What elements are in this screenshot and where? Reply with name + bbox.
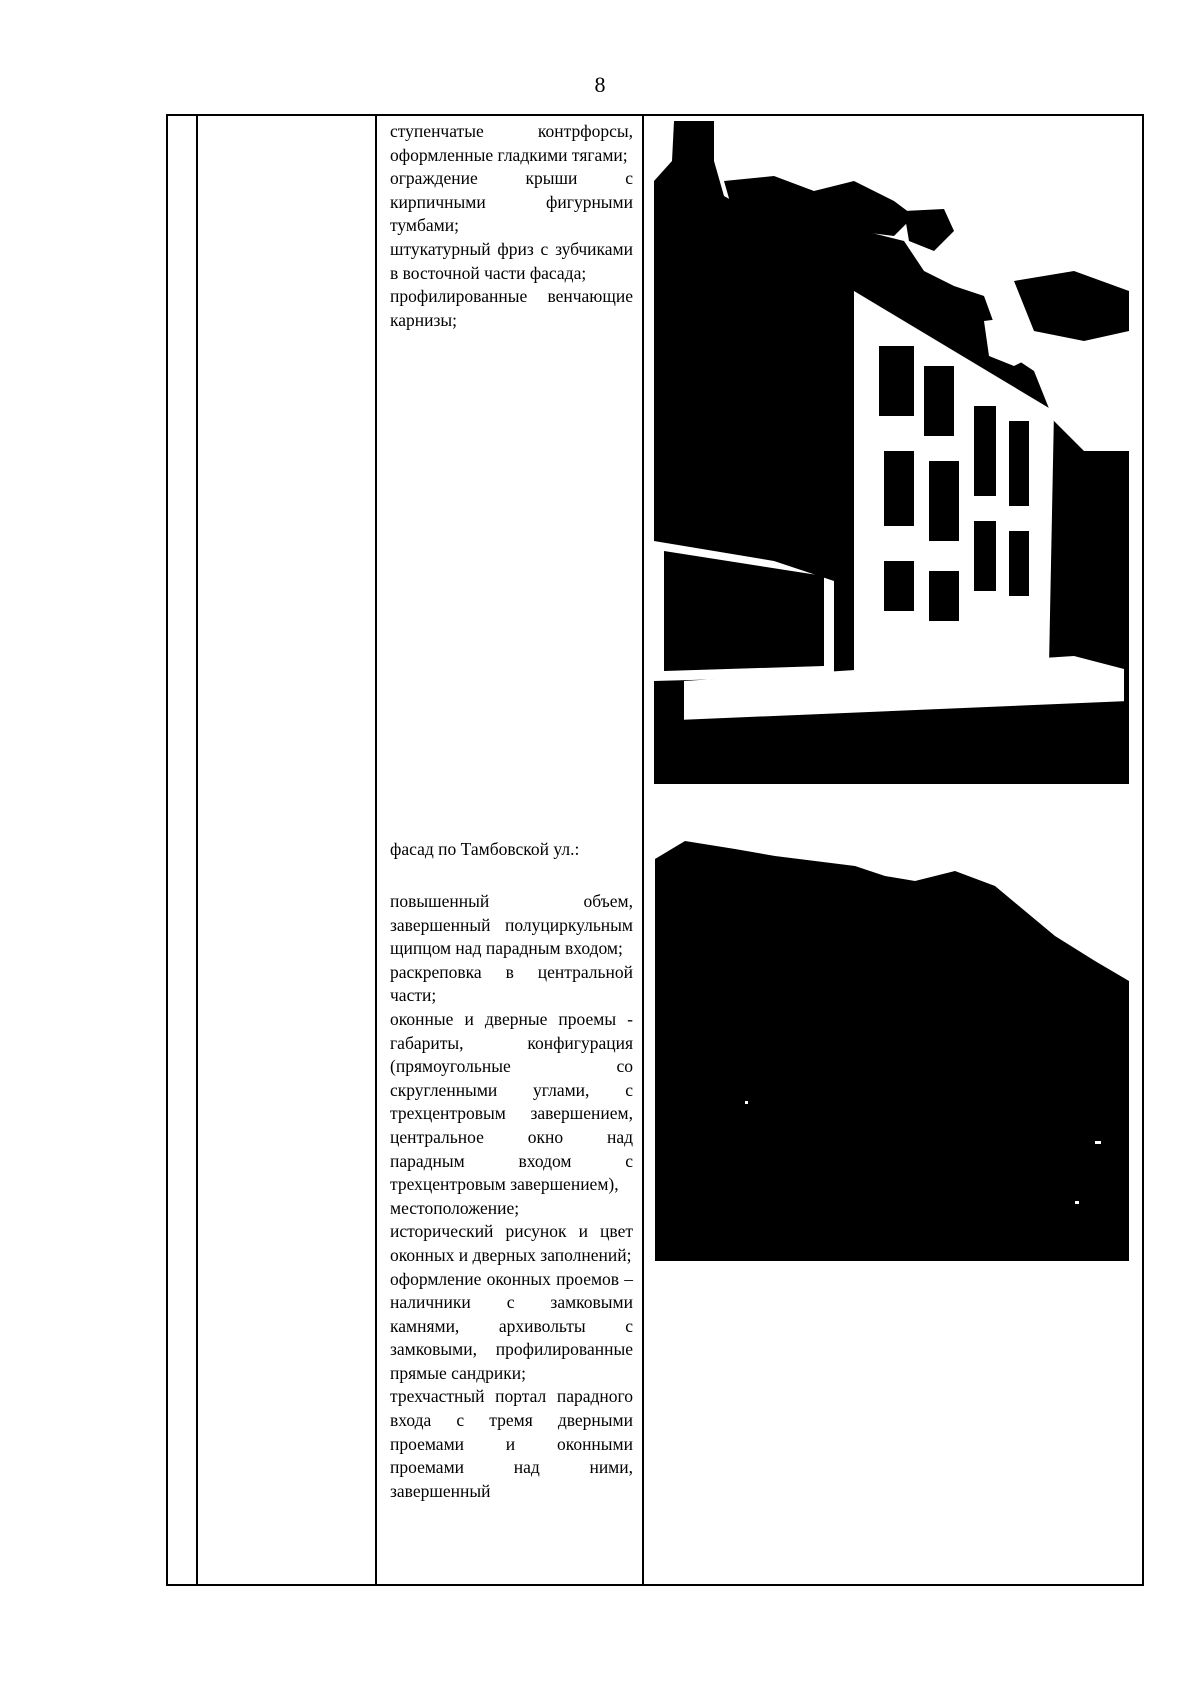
description-item: оформление оконных проемов – наличники с замковыми камнями, архивольты с замковыми, профилированные прямые сандрики; bbox=[390, 1268, 633, 1383]
building-facade-photo bbox=[654, 121, 1129, 784]
description-item: ступенчатые контрфорсы, оформленные гладкими тягами; bbox=[390, 121, 633, 165]
description-item: исторический рисунок и цвет оконных и дверных заполнений; bbox=[390, 1221, 633, 1265]
table-column-divider-2 bbox=[375, 116, 377, 1584]
description-item: трехчастный портал парадного входа с тремя дверными проемами и оконными проемами над ними, завершенный bbox=[390, 1386, 633, 1501]
description-item: повышенный объем, завершенный полуциркульным щипцом над парадным входом; bbox=[390, 891, 633, 959]
table-column-divider-3 bbox=[642, 116, 644, 1584]
heritage-table bbox=[166, 114, 1144, 1586]
description-item: штукатурный фриз с зубчиками в восточной части фасада; bbox=[390, 238, 633, 283]
building-facade-illustration bbox=[654, 121, 1129, 784]
page-number: 8 bbox=[594, 72, 606, 97]
description-item: оконные и дверные проемы - габариты, конфигурация (прямоугольные со скругленными углами, с трехцентровым завершением, центральное окно над парадным входом с трехцентровым завершением), bbox=[390, 1008, 633, 1195]
facade-heading: фасад по Тамбовской ул.: bbox=[390, 839, 580, 859]
description-item: местоположение; bbox=[390, 1197, 520, 1218]
description-item: профилированные венчающие карнизы; bbox=[390, 286, 633, 330]
description-cell-bottom bbox=[390, 890, 633, 1503]
description-item: ограждение крыши с кирпичными фигурными тумбами; bbox=[390, 168, 633, 236]
description-cell-top bbox=[390, 120, 633, 332]
description-item: раскреповка в центральной части; bbox=[390, 961, 633, 1006]
tambovskaya-facade-illustration bbox=[655, 841, 1129, 1261]
tambovskaya-facade-photo bbox=[655, 841, 1129, 1261]
table-column-divider-1 bbox=[196, 116, 198, 1584]
